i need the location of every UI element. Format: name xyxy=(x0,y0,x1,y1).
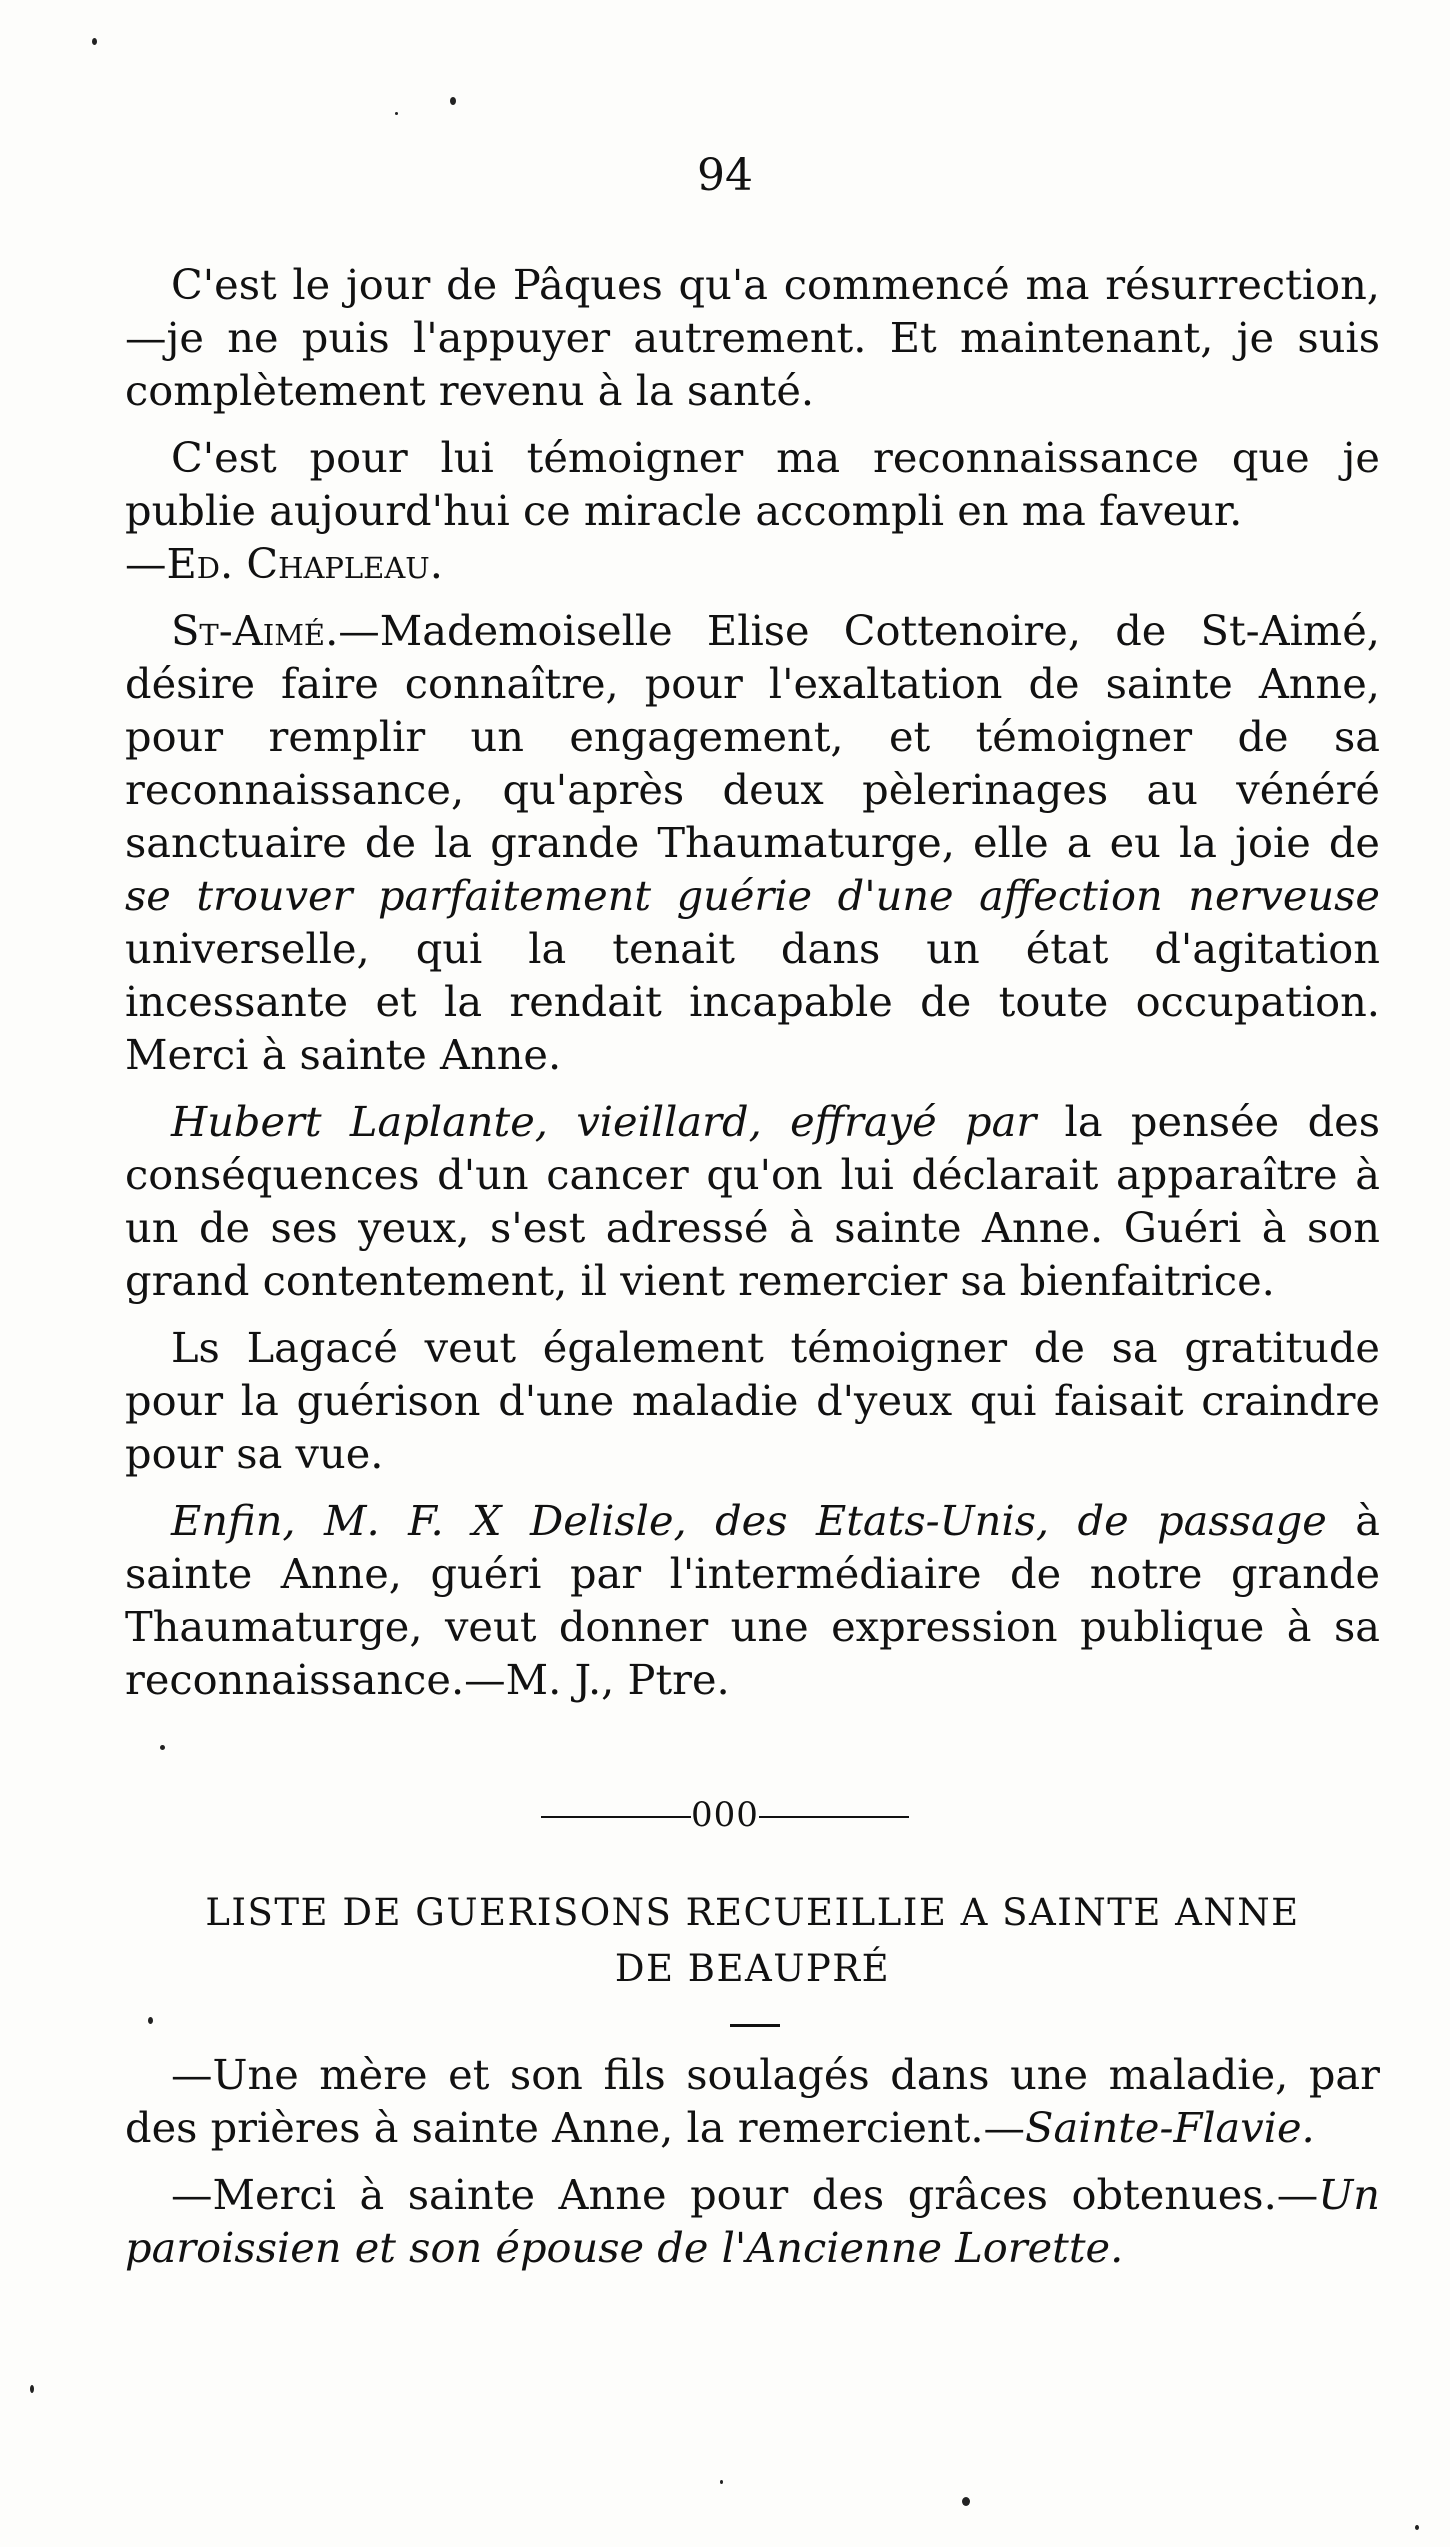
scan-speck xyxy=(1415,2525,1419,2530)
paragraph-text: la pensée des conséquences d'un cancer qu'on lui déclarait apparaître à un de ses yeux, s'est adressé à sainte Anne. Guéri à son grand contentement, il vient remercier sa bienfaitrice. xyxy=(125,1097,1380,1305)
paragraph-lagace xyxy=(125,1321,1380,1480)
cure-list xyxy=(125,2048,1380,2288)
paragraph-text: à sainte Anne, guéri par l'intermédiaire de notre grande Thaumaturge, veut donner une expression publique à sa reconnaissance.—M. J., Ptre. xyxy=(125,1496,1380,1704)
list-item xyxy=(125,2048,1380,2154)
section-title-line: LISTE DE GUERISONS RECUEILLIE A SAINTE ANNE xyxy=(205,1891,1300,1934)
section-title-line: DE BEAUPRÉ xyxy=(614,1947,891,1990)
paragraph-text: C'est le jour de Pâques qu'a commencé ma résurrection,—je ne puis l'appuyer autrement. Et maintenant, je suis complètement revenu à la santé. xyxy=(125,260,1380,415)
title-rule xyxy=(730,2024,780,2027)
italic-text: Hubert Laplante, vieillard, effrayé par xyxy=(171,1097,1037,1146)
scan-speck xyxy=(30,2385,34,2393)
paragraph-text: Ls Lagacé veut également témoigner de sa gratitude pour la guérison d'une maladie d'yeux qui faisait craindre pour sa vue. xyxy=(125,1323,1380,1478)
section-divider xyxy=(0,1795,1450,1835)
scan-speck xyxy=(160,1745,165,1750)
paragraph-chapleau xyxy=(125,431,1380,590)
divider-line-left xyxy=(541,1816,691,1818)
place-name: St-Aimé. xyxy=(171,606,339,655)
italic-text: se trouver parfaitement guérie d'une affection nerveuse xyxy=(125,871,1380,920)
scan-speck xyxy=(92,38,97,45)
italic-text: Enfin, M. F. X Delisle, des Etats-Unis, de passage xyxy=(171,1496,1327,1545)
paragraph-resurrection xyxy=(125,258,1380,417)
paragraph-text: C'est pour lui témoigner ma reconnaissance que je publie aujourd'hui ce miracle accompli en ma faveur. xyxy=(125,433,1380,535)
divider-line-right xyxy=(759,1816,909,1818)
paragraph-st-aime xyxy=(125,604,1380,1081)
scan-speck xyxy=(720,2480,723,2484)
list-item-text: —Une mère et son fils soulagés dans une maladie, par des prières à sainte Anne, la remercient.— xyxy=(125,2050,1380,2152)
paragraph-laplante xyxy=(125,1095,1380,1307)
list-item xyxy=(125,2168,1380,2274)
list-item-text: —Merci à sainte Anne pour des grâces obtenues.— xyxy=(171,2170,1319,2219)
paragraph-text: —Mademoiselle Elise Cottenoire, de St-Aimé, désire faire connaître, pour l'exaltation de sainte Anne, pour remplir un engagement, et témoigner de sa reconnaissance, qu'après deux pèlerinages au vénéré sanctuaire de la grande Thaumaturge, elle a eu la joie de xyxy=(125,606,1380,867)
scan-speck xyxy=(450,97,456,105)
scan-speck xyxy=(962,2497,970,2506)
list-item-attribution: Un paroissien et son épouse de l'Ancienne Lorette. xyxy=(125,2170,1380,2272)
paragraph-text-continued: universelle, qui la tenait dans un état d'agitation incessante et la rendait incapable de toute occupation. Merci à sainte Anne. xyxy=(125,924,1380,1079)
paragraph-delisle xyxy=(125,1494,1380,1706)
divider-ornament: 000 xyxy=(691,1795,759,1835)
page-number: 94 xyxy=(697,150,753,201)
list-item-place: Sainte-Flavie. xyxy=(1025,2103,1315,2152)
body-text xyxy=(125,258,1380,1720)
section-title xyxy=(125,1885,1380,1997)
signature: —Ed. Chapleau. xyxy=(125,539,443,588)
scan-speck xyxy=(148,2017,153,2024)
scan-speck xyxy=(395,112,398,115)
